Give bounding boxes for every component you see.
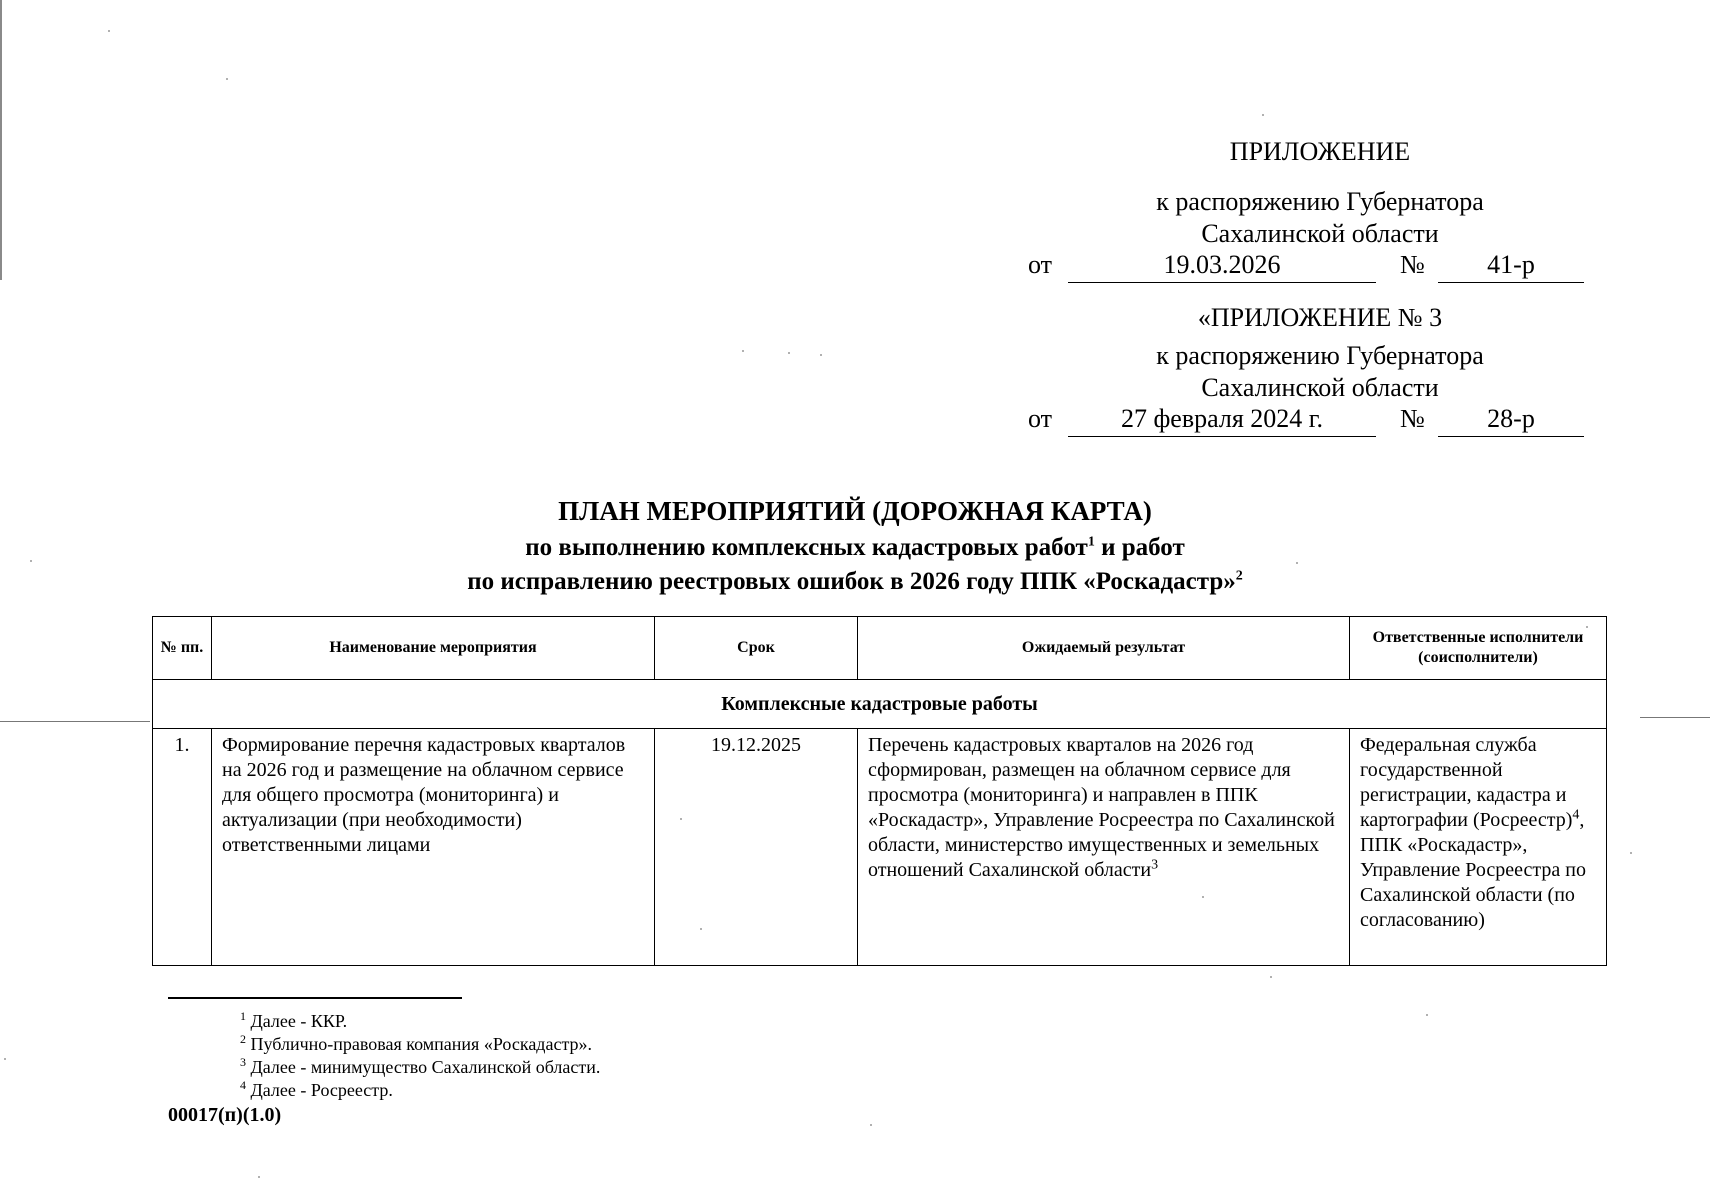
- subtitle-text: и работ: [1094, 534, 1185, 561]
- section-title: Комплексные кадастровые работы: [153, 680, 1607, 729]
- scan-speck: [1296, 562, 1298, 564]
- row-deadline: 19.12.2025: [655, 729, 858, 966]
- executors-text: , ППК «Роскадастр», Управление Росреестра по Сахалинской области (по согласованию): [1360, 809, 1586, 931]
- scan-speck: [820, 354, 822, 356]
- col-header-executors: Ответственные исполнители (соисполнители): [1350, 617, 1607, 680]
- footnote-text: Далее - Росреестр.: [246, 1080, 393, 1100]
- scan-speck: [680, 818, 682, 820]
- footnote-2: [240, 1033, 600, 1056]
- col-header-deadline: Срок: [655, 617, 858, 680]
- plan-subtitle-line1: [0, 534, 1710, 562]
- footnote-text: Публично-правовая компания «Роскадастр».: [246, 1034, 593, 1054]
- footnote-ref: 3: [1151, 857, 1159, 873]
- number-label: №: [1400, 404, 1425, 433]
- table-section-row: [153, 680, 1607, 729]
- row-number: 1.: [153, 729, 212, 966]
- col-header-result: Ожидаемый результат: [858, 617, 1350, 680]
- scan-speck: [1426, 1014, 1428, 1016]
- subtitle-text: по исправлению реестровых ошибок в 2026 году ППК «Роскадастр»: [467, 568, 1236, 595]
- document-code: 00017(п)(1.0): [168, 1104, 282, 1126]
- order-date-number-row: [1028, 250, 1584, 284]
- scan-speck: [1630, 852, 1632, 854]
- roadmap-table: [152, 616, 1607, 966]
- scan-speck: [1262, 114, 1264, 116]
- footnotes: [240, 1010, 600, 1102]
- scan-speck: [788, 352, 790, 354]
- order-reference-line2: Сахалинской области: [1201, 219, 1439, 248]
- scan-speck: [742, 350, 744, 352]
- col-header-num: № пп.: [153, 617, 212, 680]
- row-expected-result: [858, 729, 1350, 966]
- row-executors: [1350, 729, 1607, 966]
- scan-edge-line: [0, 0, 2, 280]
- scan-speck: [4, 1058, 6, 1060]
- footnote-mark: 2: [240, 1032, 246, 1046]
- previous-order-number: 28-р: [1438, 404, 1584, 437]
- executors-text: Федеральная служба государственной регистрации, кадастра и картографии (Росреестр): [1360, 734, 1573, 831]
- previous-order-reference-line1: к распоряжению Губернатора: [1156, 341, 1484, 370]
- order-number: 41-р: [1438, 250, 1584, 283]
- footnote-ref: 4: [1572, 807, 1580, 823]
- footnote-mark: 4: [240, 1078, 246, 1092]
- previous-order-date-number-row: [1028, 404, 1584, 438]
- subtitle-text: по выполнению комплексных кадастровых работ: [525, 534, 1088, 561]
- scan-speck: [258, 1176, 260, 1178]
- col-header-name: Наименование мероприятия: [212, 617, 655, 680]
- number-label: №: [1400, 250, 1425, 279]
- scan-speck: [1202, 896, 1204, 898]
- scan-speck: [30, 560, 32, 562]
- scan-speck: [700, 928, 702, 930]
- scan-artifact-line: [1640, 717, 1710, 718]
- footnote-mark: 3: [240, 1055, 246, 1069]
- footnote-mark: 1: [240, 1009, 246, 1023]
- previous-appendix-heading: «ПРИЛОЖЕНИЕ № 3: [1197, 303, 1443, 332]
- footnote-text: Далее - минимущество Сахалинской области.: [246, 1057, 601, 1077]
- from-label: от: [1028, 250, 1053, 279]
- footnote-separator: [168, 997, 462, 999]
- table-header-row: [153, 617, 1607, 680]
- footnote-ref: 1: [1087, 534, 1095, 550]
- footnote-text: Далее - ККР.: [246, 1011, 348, 1031]
- footnote-4: [240, 1079, 600, 1102]
- order-date: 19.03.2026: [1068, 250, 1376, 283]
- result-text: Перечень кадастровых кварталов на 2026 год сформирован, размещен на облачном сервисе для просмотра (мониторинга) и направлен в ППК «Роскадастр», Управление Росреестра по Сахалинской области, министерство имущественных и земельных отношений Сахалинской области: [868, 734, 1335, 881]
- footnote-3: [240, 1056, 600, 1079]
- order-reference-line1: к распоряжению Губернатора: [1156, 187, 1484, 216]
- scan-speck: [226, 78, 228, 80]
- from-label: от: [1028, 404, 1053, 433]
- scan-speck: [108, 30, 110, 32]
- footnote-1: [240, 1010, 600, 1033]
- scan-speck: [1586, 626, 1588, 628]
- footnote-ref: 2: [1235, 568, 1243, 584]
- previous-order-date: 27 февраля 2024 г.: [1068, 404, 1376, 437]
- row-activity-name: Формирование перечня кадастровых кварталов на 2026 год и размещение на облачном сервисе для общего просмотра (мониторинга) и актуализации (при необходимости) ответственными лицами: [212, 729, 655, 966]
- scan-artifact-line: [0, 721, 150, 722]
- scan-speck: [870, 1124, 872, 1126]
- table-row: [153, 729, 1607, 966]
- plan-subtitle-line2: [0, 568, 1710, 596]
- plan-title: ПЛАН МЕРОПРИЯТИЙ (ДОРОЖНАЯ КАРТА): [558, 496, 1152, 526]
- scan-speck: [1270, 976, 1272, 978]
- previous-order-reference-line2: Сахалинской области: [1201, 373, 1439, 402]
- appendix-heading: ПРИЛОЖЕНИЕ: [1229, 137, 1411, 166]
